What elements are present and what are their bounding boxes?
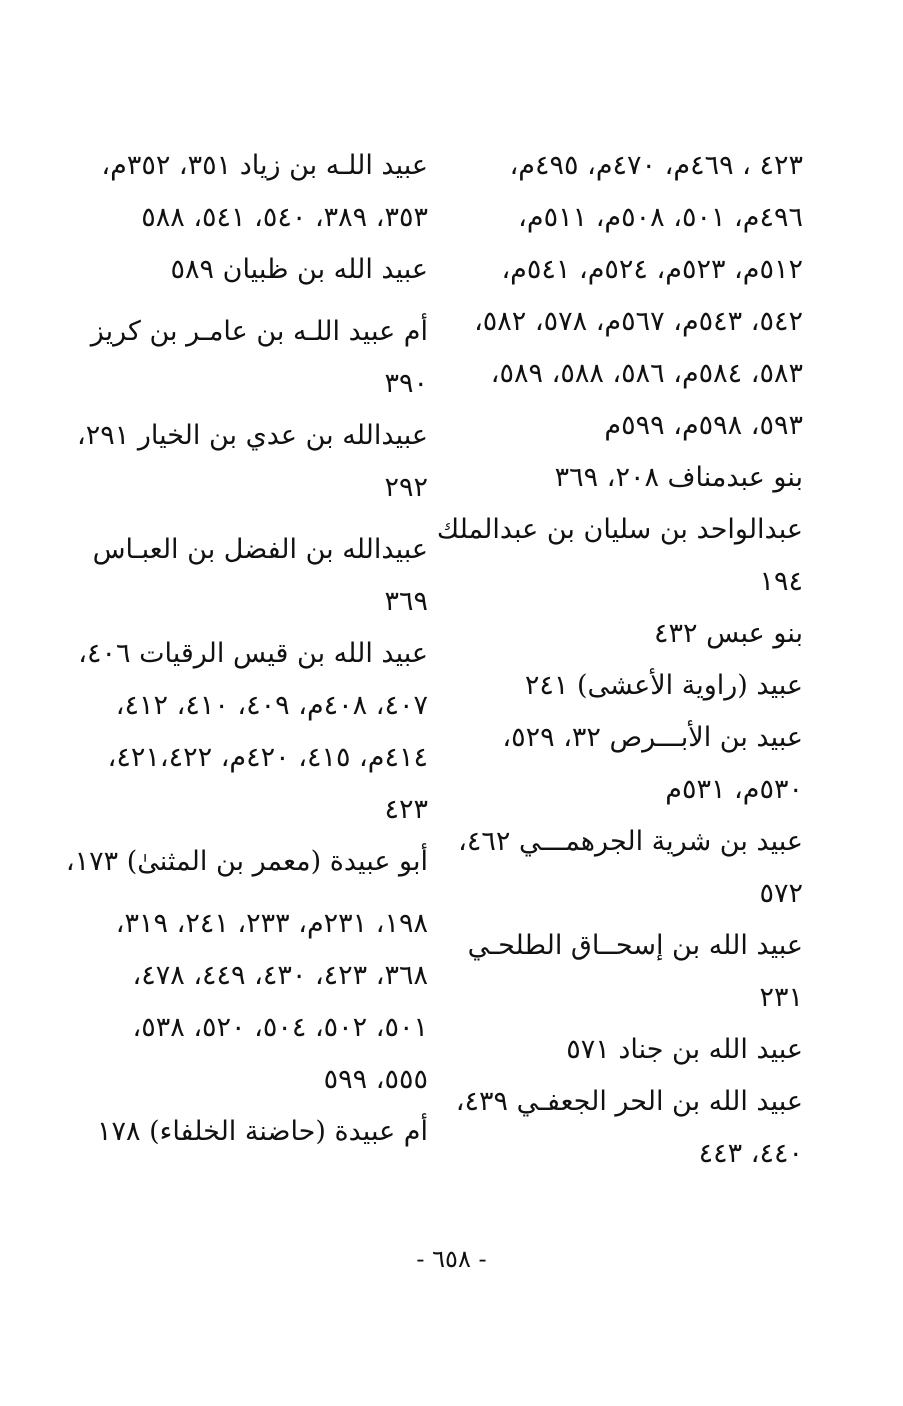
index-line: ٥٠١، ٥٠٢، ٥٠٤، ٥٢٠، ٥٣٨، xyxy=(132,1012,428,1043)
index-line: ١٩٨، ٢٣١م، ٢٣٣، ٢٤١، ٣١٩، xyxy=(115,908,428,939)
index-entry: عبيد الله بن ظبيان ٥٨٩ xyxy=(170,254,428,285)
index-entry: أم عبيد اللـه بن عامـر بن كريز xyxy=(90,316,428,347)
index-column-right xyxy=(436,140,803,1180)
index-line: ٥٣٠م، ٥٣١م xyxy=(665,774,803,805)
index-entry: عبدالواحد بن سليان بن عبدالملك xyxy=(436,514,803,545)
index-line: ٥٥٥، ٥٩٩ xyxy=(323,1064,428,1095)
index-entry: عبيد بن شرية الجرهمـــي ٤٦٢، xyxy=(458,826,803,857)
index-line: ٢٣١ xyxy=(759,982,803,1013)
index-entry: عبيد (راوية الأعشى) ٢٤١ xyxy=(524,670,803,701)
index-entry: عبيدالله بن الفضل بن العبـاس xyxy=(92,534,428,565)
index-line: ٤٢٣ ، ٤٦٩م، ٤٧٠م، ٤٩٥م، xyxy=(509,150,803,181)
index-entry: عبيد الله بن الحر الجعفـي ٤٣٩، xyxy=(455,1086,803,1117)
index-line: ٣٩٠ xyxy=(384,368,428,399)
index-line: ٥٧٢ xyxy=(759,878,803,909)
index-entry: عبيد بن الأبـــرص ٣٢، ٥٢٩، xyxy=(502,722,803,753)
index-line: ٤٤٠، ٤٤٣ xyxy=(698,1138,803,1169)
index-entry: عبيد الله بن جناد ٥٧١ xyxy=(566,1034,803,1065)
index-line: ٣٥٣، ٣٨٩، ٥٤٠، ٥٤١، ٥٨٨ xyxy=(141,202,428,233)
index-line: ٤٠٧، ٤٠٨م، ٤٠٩، ٤١٠، ٤١٢، xyxy=(115,690,428,721)
index-line: ٢٩٢ xyxy=(384,472,428,503)
index-entry: عبيدالله بن عدي بن الخيار ٢٩١، xyxy=(77,420,428,451)
index-line: ٤٢٣ xyxy=(384,794,428,825)
index-line: ٥١٢م، ٥٢٣م، ٥٢٤م، ٥٤١م، xyxy=(501,254,803,285)
index-entry: أبو عبيدة (معمر بن المثنىٰ) ١٧٣، xyxy=(65,846,428,877)
index-line: ١٩٤ xyxy=(759,566,803,597)
index-line: ٣٦٩ xyxy=(384,586,428,617)
index-entry: بنو عبدمناف ٢٠٨، ٣٦٩ xyxy=(554,462,803,493)
index-line: ٥٨٣، ٥٨٤م، ٥٨٦، ٥٨٨، ٥٨٩، xyxy=(490,358,803,389)
index-line: ٣٦٨، ٤٢٣، ٤٣٠، ٤٤٩، ٤٧٨، xyxy=(132,960,428,991)
index-line: ٥٩٣، ٥٩٨م، ٥٩٩م xyxy=(604,410,803,441)
index-column-left xyxy=(65,140,428,1158)
index-line: ٤١٤م، ٤١٥، ٤٢٠م، ٤٢١،٤٢٢، xyxy=(107,742,428,773)
index-entry: عبيد اللـه بن زياد ٣٥١، ٣٥٢م، xyxy=(101,150,428,181)
index-entry: عبيد الله بن إسحــاق الطلحـي xyxy=(467,930,803,961)
index-entry: بنو عبس ٤٣٢ xyxy=(654,618,803,649)
page-number: - ٦٥٨ - xyxy=(416,1245,487,1273)
index-entry: أم عبيدة (حاضنة الخلفاء) ١٧٨ xyxy=(97,1116,428,1147)
index-line: ٤٩٦م، ٥٠١، ٥٠٨م، ٥١١م، xyxy=(518,202,803,233)
index-entry: عبيد الله بن قيس الرقيات ٤٠٦، xyxy=(78,638,428,669)
index-line: ٥٤٢، ٥٤٣م، ٥٦٧م، ٥٧٨، ٥٨٢، xyxy=(474,306,803,337)
